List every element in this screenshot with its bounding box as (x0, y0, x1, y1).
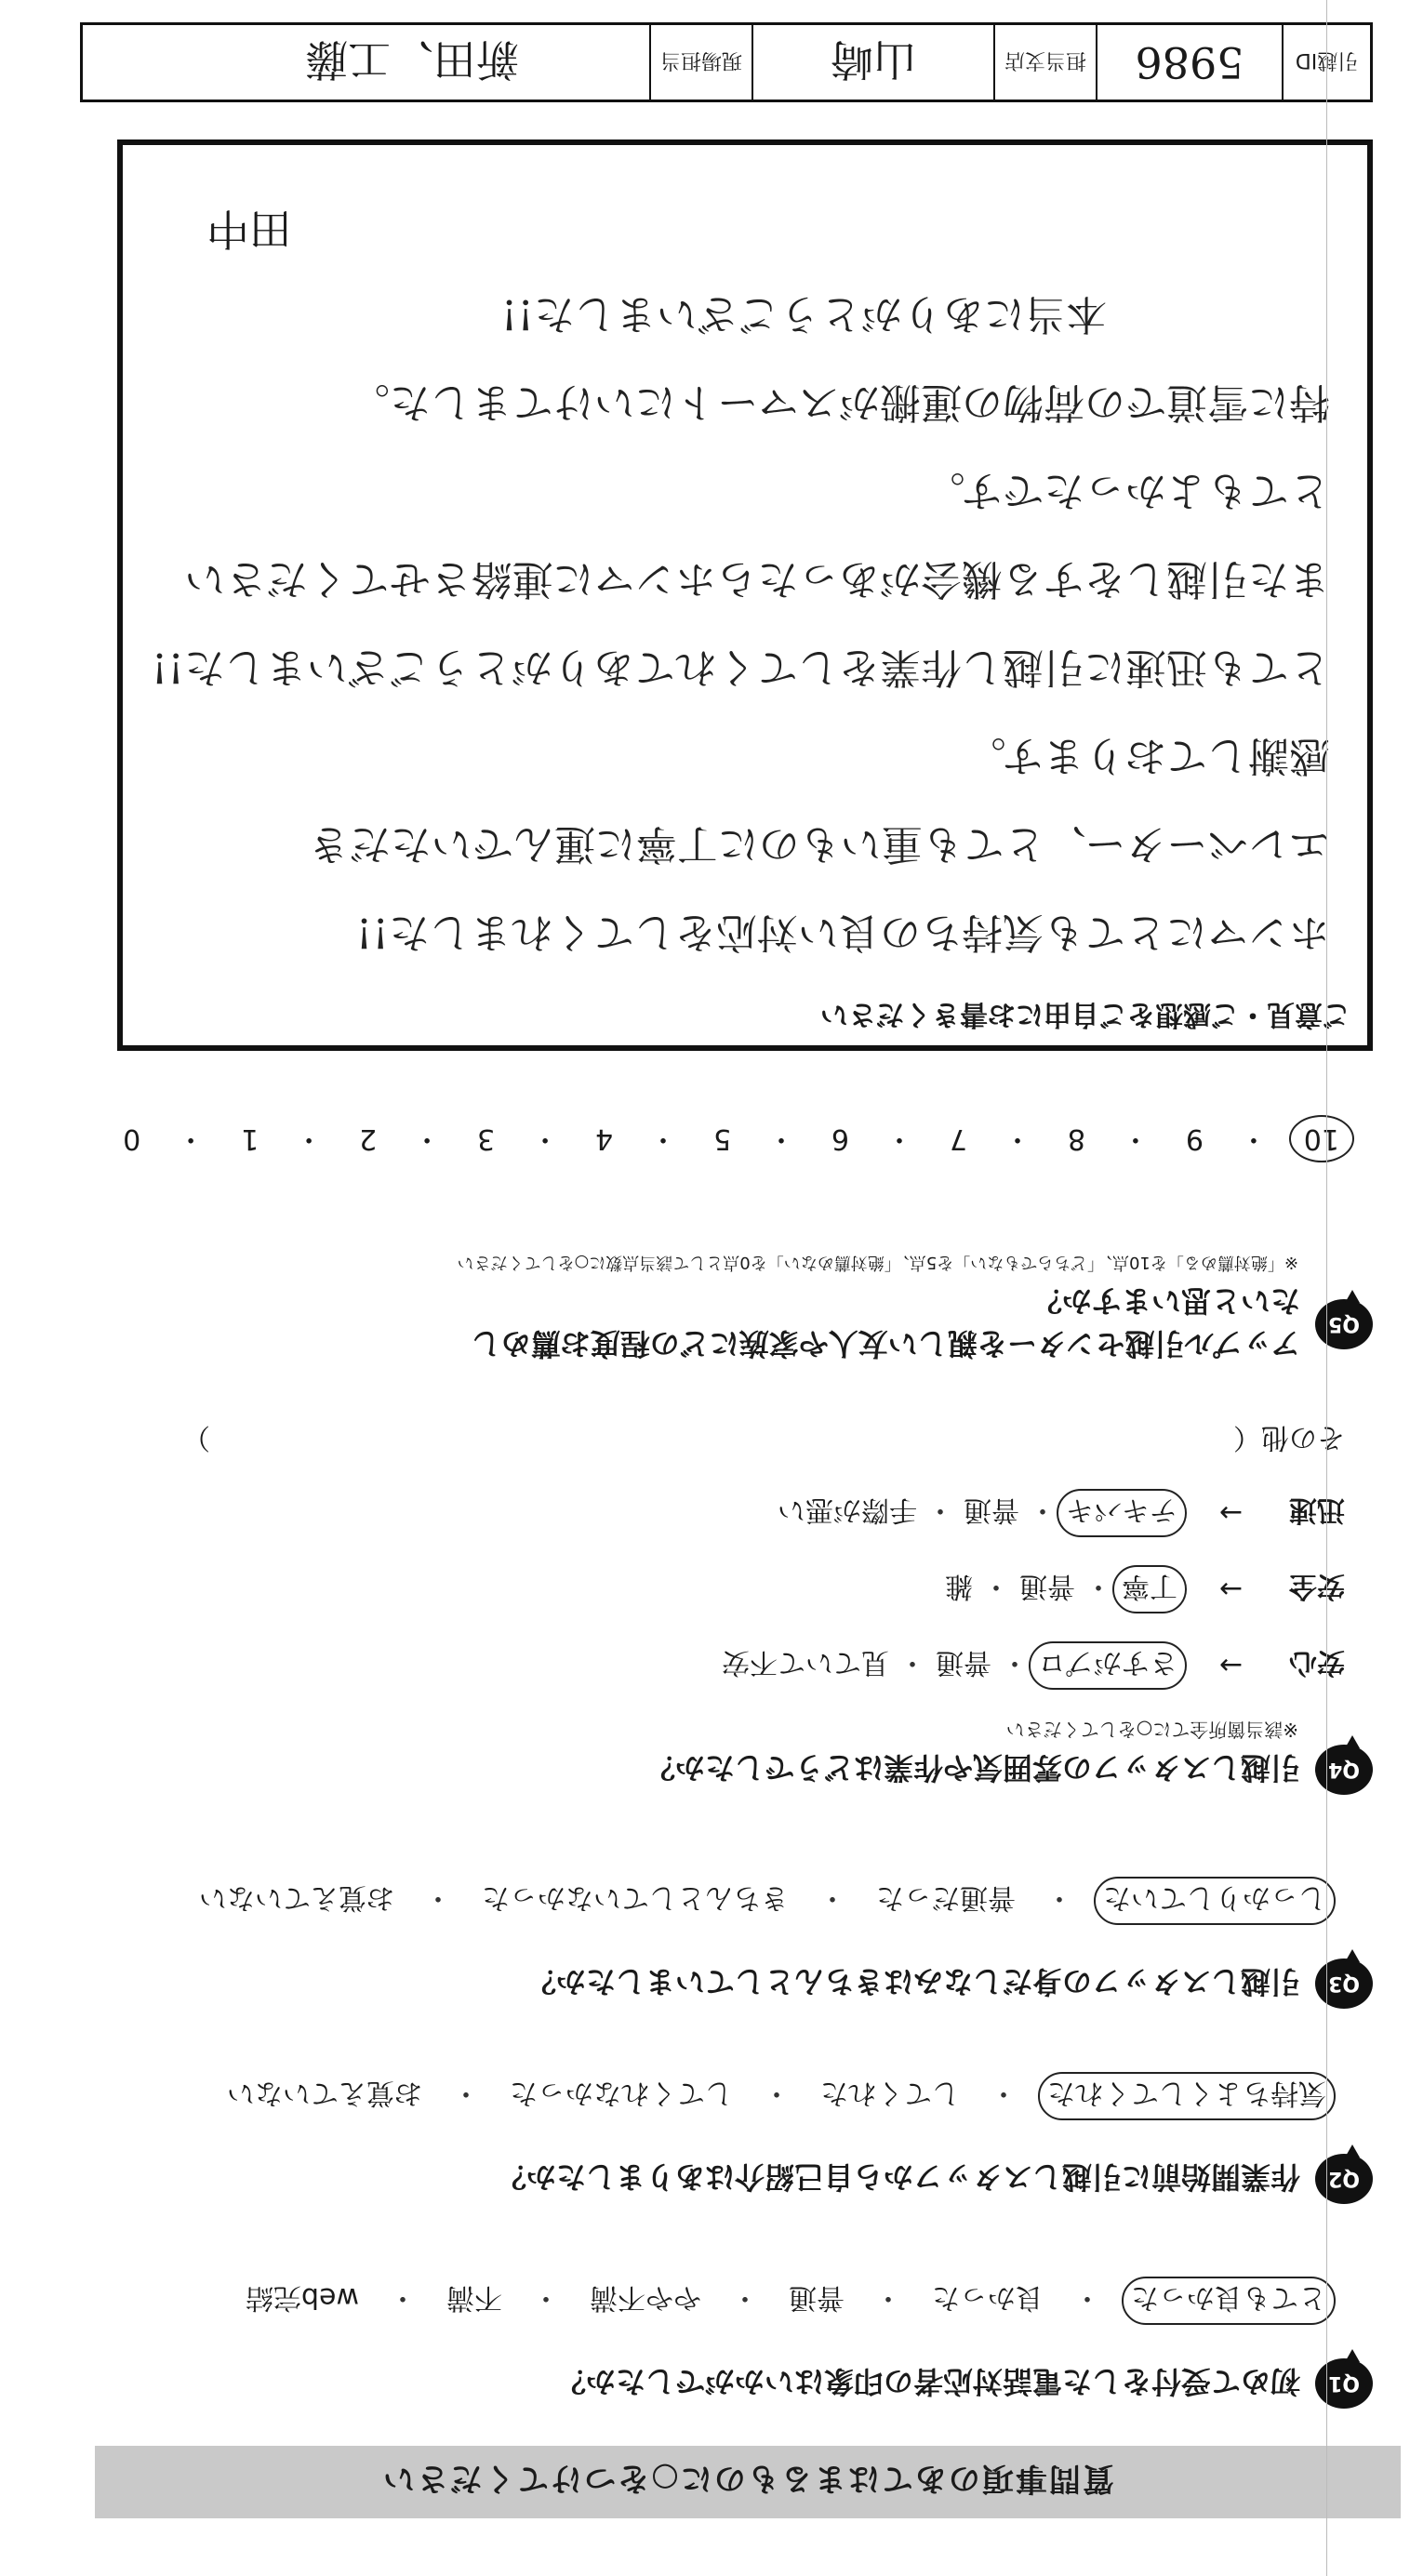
q4-row-label: 安心 (1289, 1646, 1345, 1679)
q4-option[interactable]: 普通 (936, 1646, 991, 1679)
q4-option[interactable]: 普通 (964, 1494, 1019, 1526)
q3-option[interactable]: しっかりしていた (1094, 1877, 1336, 1925)
scale-number[interactable]: 6 (831, 1122, 850, 1155)
question-3: Q3 引越しスタッフの身だしなみはきちんとしていましたか？ しっかりしていた ・ 普通だった ・ きちんとしていなかった ・ お覚えていない (71, 1877, 1373, 2009)
question-4: Q4 引越しスタッフの雰囲気や作業はどうでしたか？ ※該当箇所全てに○をしてください 安心 → さすがプロ ・ 普通 ・ 見ていて不安 安全 → 丁寧 ・ 普通 ・ 雑 迅速 → テキパキ ・ 普通 ・ 手際が悪い その他（） (71, 1420, 1373, 1795)
scale-number[interactable]: 8 (1067, 1122, 1085, 1155)
q4-other[interactable]: その他（） (182, 1421, 1345, 1454)
q4-option[interactable]: さすがプロ (1029, 1641, 1187, 1690)
q4-option[interactable]: 見ていて不安 (722, 1646, 889, 1679)
q1-badge: Q1 (1315, 2358, 1373, 2409)
comment-line: エレベーター、とても重いものに丁寧に運んでいただき (308, 820, 1330, 868)
comment-line: 特に雪道での荷物の運搬がスマートにいけてました。 (348, 378, 1330, 426)
q2-option[interactable]: 気持ちよくしてくれた (1038, 2072, 1336, 2120)
q4-option[interactable]: テキパキ (1057, 1489, 1187, 1537)
scan-edge (1326, 0, 1327, 2576)
lead-value[interactable]: 新田、工藤 (305, 34, 519, 85)
q1-text: 初めて受付をした電話対応者の印象はいかがでしたか？ (555, 2364, 1300, 2399)
scale-number[interactable]: 3 (477, 1122, 496, 1155)
q1-option[interactable]: 普通 (789, 2281, 845, 2314)
q2-option[interactable]: してくれた (820, 2077, 960, 2109)
q2-option[interactable]: してくれなかった (510, 2077, 733, 2109)
comments-box[interactable] (117, 139, 1373, 1051)
scale-number[interactable]: 0 (123, 1122, 141, 1155)
branch-value[interactable]: 山崎 (752, 25, 993, 100)
q4-option[interactable]: 雑 (945, 1570, 973, 1602)
scale-number[interactable]: 7 (949, 1122, 967, 1155)
scale-number[interactable]: 1 (241, 1122, 259, 1155)
scale-number[interactable]: 10 (1289, 1115, 1354, 1162)
comment-line: また引越しをする機会があったらホンマに連絡させてください (184, 555, 1330, 603)
q4-option[interactable]: 手際が悪い (778, 1494, 917, 1526)
q3-badge: Q3 (1315, 1959, 1373, 2009)
instruction-banner: 質問事項のあてはまるものに○をつけてください (95, 2446, 1401, 2518)
lead-label: 現場担当 (649, 25, 752, 100)
comment-line: 本当にありがとうございました!! (500, 290, 1107, 338)
move-id-label: 引越ID (1282, 25, 1370, 100)
q3-text: 引越しスタッフの身だしなみはきちんとしていましたか？ (525, 1964, 1300, 1999)
q4-option[interactable]: 普通 (1019, 1570, 1075, 1602)
scale-number[interactable]: 2 (359, 1122, 378, 1155)
q3-option[interactable]: お覚えていない (199, 1881, 394, 1914)
question-2: Q2 作業開始前に引越しスタッフから自己紹介はありましたか？ 気持ちよくしてくれた ・ してくれた ・ してくれなかった ・ お覚えていない (71, 2072, 1373, 2204)
q1-option[interactable]: やや不満 (590, 2281, 701, 2314)
q4-badge: Q4 (1315, 1745, 1373, 1795)
branch-label: 担当支店 (993, 25, 1096, 100)
q2-badge: Q2 (1315, 2154, 1373, 2204)
q2-text: 作業開始前に引越しスタッフから自己紹介はありましたか？ (496, 2159, 1300, 2195)
question-5 (71, 1252, 1373, 1367)
scale-number[interactable]: 9 (1185, 1122, 1204, 1155)
q4-row-label: 迅速 (1289, 1494, 1345, 1526)
move-id-value[interactable]: 5986 (1096, 25, 1282, 100)
arrow-right-icon: → (1218, 1649, 1243, 1682)
comment-line: ホンマにとても気持ちの良い対応をしてくれました!! (355, 909, 1330, 956)
q4-text: 引越しスタッフの雰囲気や作業はどうでしたか？ (645, 1750, 1300, 1786)
scale-number[interactable]: 4 (595, 1122, 614, 1155)
scale-number[interactable]: 5 (712, 1122, 732, 1155)
signer-name: 田中 (206, 204, 292, 254)
q4-row-label: 安全 (1289, 1570, 1345, 1602)
comment-line: 感謝しております。 (964, 732, 1330, 779)
q1-option[interactable]: 良かった (932, 2281, 1044, 2314)
q4-note: ※該当箇所全てに○をしてください (1005, 1719, 1298, 1741)
q5-text: アップル引越センターを親しい友人や家族にどの程度お薦めしたいと思いますか？ (471, 1283, 1300, 1361)
recommend-scale: 10 ・ 9 ・ 8 ・ 7 ・ 6 ・ 5 ・ 4 ・ 3 ・ 2 ・ 1 ・ 0 (108, 1115, 1354, 1162)
arrow-right-icon: → (1218, 1573, 1243, 1606)
q4-option[interactable]: 丁寧 (1112, 1565, 1187, 1613)
q5-badge: Q5 (1315, 1299, 1373, 1349)
q3-option[interactable]: きちんとしていなかった (482, 1881, 789, 1914)
q3-option[interactable]: 普通だった (876, 1881, 1016, 1914)
q5-note: ※「絶対薦める」を10点、「どちらでもない」を5点、「絶対薦めない」を0点として該当点数に○をしてください (457, 1253, 1298, 1272)
id-table (80, 22, 1373, 102)
q1-option[interactable]: web完結 (245, 2281, 359, 2314)
comments-handwriting (123, 270, 1367, 989)
comment-line: とてもよかったです。 (924, 467, 1330, 514)
q2-option[interactable]: お覚えていない (227, 2077, 422, 2109)
question-1: Q1 初めて受付をした電話対応者の印象はいかがでしたか？ とても良かった ・ 良かった ・ 普通 ・ やや不満 ・ 不満 ・ web完結 (71, 2277, 1373, 2409)
q1-option[interactable]: とても良かった (1122, 2277, 1336, 2325)
comment-line: とても迅速に引越し作業をしてくれてありがとうございました!! (151, 644, 1330, 691)
arrow-right-icon: → (1218, 1496, 1243, 1530)
comments-title: ご意見・ご感想をご自由にお書きください (820, 998, 1350, 1030)
q1-option[interactable]: 不満 (446, 2281, 502, 2314)
